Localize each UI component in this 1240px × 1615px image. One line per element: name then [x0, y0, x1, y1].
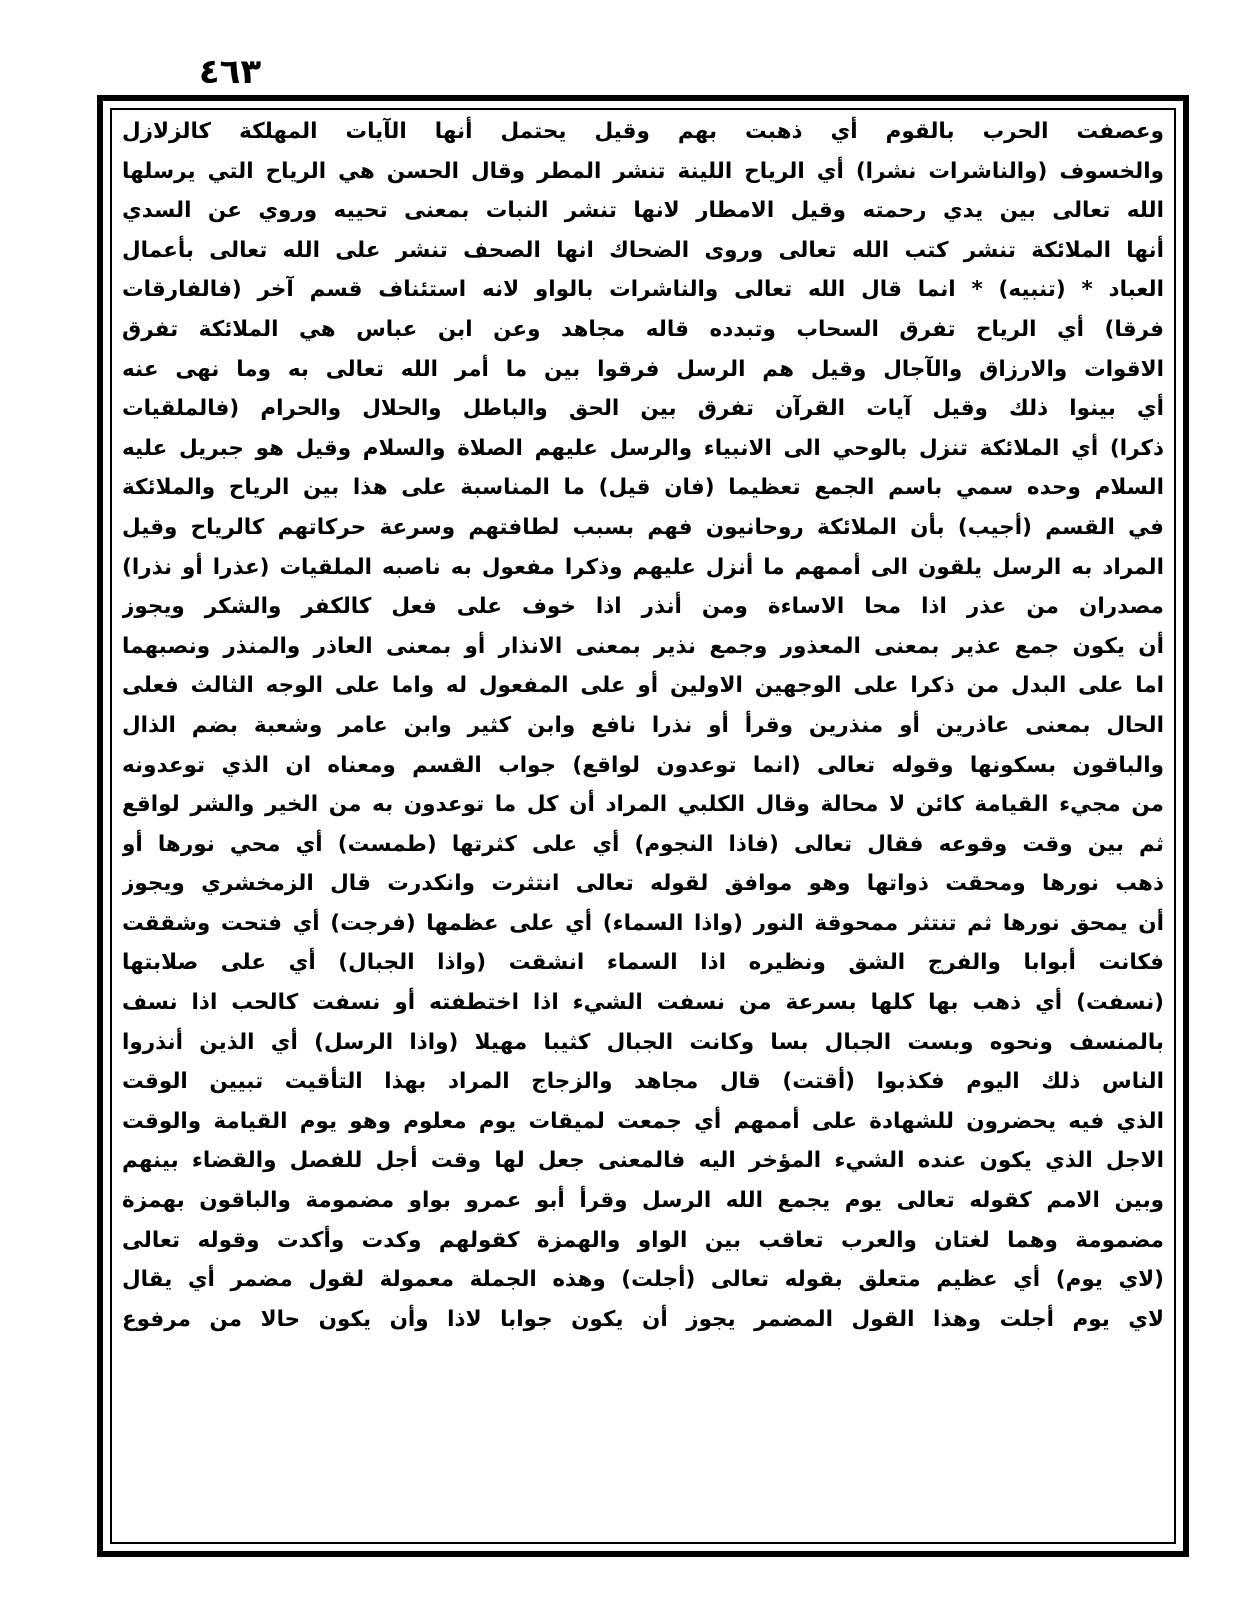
page-number: ٤٦٣ — [198, 52, 262, 92]
text-line: ذكرا) أي الملائكة تنزل بالوحي الى الانبياء والرسل عليهم الصلاة والسلام وقيل هو جبريل عليه — [122, 435, 1164, 461]
text-line: فرقا) أي الرياح تفرق السحاب وتبدده قاله مجاهد وعن ابن عباس هي الملائكة تفرق — [122, 316, 1164, 342]
text-line: أنها الملائكة تنشر كتب الله تعالى وروى الضحاك انها الصحف تنشر على الله تعالى بأعمال — [122, 237, 1164, 263]
text-line: مصدران من عذر اذا محا الاساءة ومن أنذر اذا خوف على فعل كالكفر والشكر ويجوز — [122, 594, 1164, 620]
text-line: اما على البدل من ذكرا على الوجهين الاولين أو على المفعول له واما على الوجه الثالث فعلى — [122, 673, 1164, 699]
text-line: الله تعالى بين يدي رحمته وقيل الامطار لانها تنشر النبات بمعنى تحييه وروي عن السدي — [122, 198, 1164, 224]
text-line: ثم بين وقت وقوعه فقال تعالى (فاذا النجوم) أي على كثرتها (طمست) أي محي نورها أو — [122, 831, 1164, 857]
text-line: وبين الامم كقوله تعالى يوم يجمع الله الرسل وقرأ أبو عمرو بواو مضمومة والباقون بهمزة — [122, 1188, 1164, 1214]
page-text-body — [122, 112, 1164, 1540]
text-line: والباقون بسكونها وقوله تعالى (انما توعدون لواقع) جواب القسم ومعناه ان الذي توعدونه — [122, 752, 1164, 778]
text-line: الاقوات والارزاق والآجال وقيل هم الرسل فرقوا بين ما أمر الله تعالى به وما نهى عنه — [122, 356, 1164, 382]
text-line: الناس ذلك اليوم فكذبوا (أقتت) قال مجاهد والزجاج المراد بهذا التأقيت تبيين الوقت — [122, 1069, 1164, 1095]
text-line: لاي يوم أجلت وهذا القول المضمر يجوز أن يكون جوابا لاذا وأن يكون حالا من مرفوع — [122, 1306, 1164, 1332]
text-line: وعصفت الحرب بالقوم أي ذهبت بهم وقيل يحتمل أنها الآيات المهلكة كالزلازل — [122, 119, 1164, 144]
text-line: أي بينوا ذلك وقيل آيات القرآن تفرق بين الحق والباطل والحلال والحرام (فالملقيات — [122, 396, 1164, 422]
text-line: الاجل الذي يكون عنده الشيء المؤخر اليه فالمعنى جعل لها وقت أجل للفصل والقضاء بينهم — [122, 1148, 1164, 1174]
text-line: المراد به الرسل يلقون الى أممهم ما أنزل عليهم وذكرا مفعول به ناصبه الملقيات (عذرا أو نذرا) — [122, 554, 1164, 580]
text-line: في القسم (أجيب) بأن الملائكة روحانيون فهم بسبب لطافتهم وسرعة حركاتهم كالرياح وقيل — [122, 514, 1164, 540]
text-line: ذهب نورها ومحقت ذواتها وهو موافق لقوله تعالى انتثرت وانكدرت قال الزمخشري ويجوز — [122, 871, 1164, 897]
text-line: (نسفت) أي ذهب بها كلها بسرعة من نسفت الشيء اذا اختطفته أو نسفت كالحب اذا نسف — [122, 990, 1164, 1016]
text-line: الذي فيه يحضرون للشهادة على أممهم أي جمعت لميقات يوم معلوم وهو يوم القيامة والوقت — [122, 1108, 1164, 1134]
text-line: أن يمحق نورها ثم تنتثر ممحوقة النور (واذا السماء) أي على عظمها (فرجت) أي فتحت وشققت — [122, 910, 1164, 936]
text-line: فكانت أبوابا والفرج الشق ونظيره اذا السماء انشقت (واذا الجبال) أي على صلابتها — [122, 950, 1164, 976]
text-line: والخسوف (والناشرات نشرا) أي الرياح اللينة تنشر المطر وقال الحسن هي الرياح التي يرسلها — [122, 158, 1164, 184]
text-line: العباد * (تنبيه) * انما قال الله تعالى والناشرات بالواو لانه استئناف قسم آخر (فالفارقات — [122, 277, 1164, 303]
text-line: السلام وحده سمي باسم الجمع تعظيما (فان قيل) ما المناسبة على هذا بين الرياح والملائكة — [122, 475, 1164, 501]
text-line: الحال بمعنى عاذرين أو منذرين وقرأ أو نذرا نافع وابن كثير وابن عامر وشعبة بضم الذال — [122, 712, 1164, 738]
text-line: مضمومة وهما لغتان والعرب تعاقب بين الواو والهمزة كقولهم وكدت وأكدت وقوله تعالى — [122, 1227, 1164, 1253]
text-line: (لاي يوم) أي عظيم متعلق بقوله تعالى (أجلت) وهذه الجملة معمولة لقول مضمر أي يقال — [122, 1267, 1164, 1293]
text-line: من مجيء القيامة كائن لا محالة وقال الكلبي المراد أن كل ما توعدون به من الخير والشر لواقع — [122, 792, 1164, 818]
text-line: أن يكون جمع عذير بمعنى المعذور وجمع نذير بمعنى الانذار أو بمعنى العاذر والمنذر ونصبهما — [122, 633, 1164, 659]
text-line: بالمنسف ونحوه وبست الجبال بسا وكانت الجبال كثيبا مهيلا (واذا الرسل) أي الذين أنذروا — [122, 1029, 1164, 1055]
